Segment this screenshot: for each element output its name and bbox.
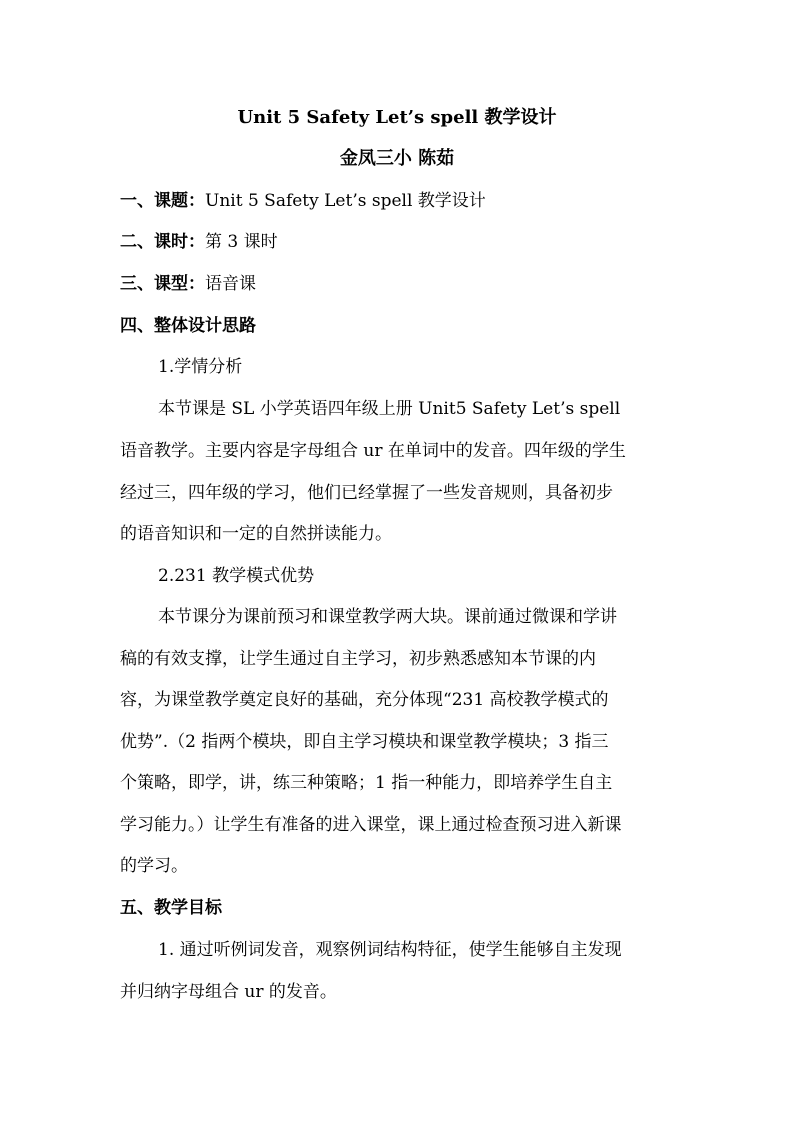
paragraph-line: 的学习。 bbox=[120, 856, 188, 876]
subheading-teaching-model: 2.231 教学模式优势 bbox=[158, 566, 315, 586]
section-type bbox=[120, 272, 256, 296]
section-type-label: 三、课型： bbox=[120, 274, 205, 294]
paragraph-line: 本节课是 SL 小学英语四年级上册 Unit5 Safety Let’s spell bbox=[158, 399, 621, 419]
section-period-label: 二、课时： bbox=[120, 232, 205, 252]
paragraph-line: 学习能力。）让学生有准备的进入课堂，课上通过检查预习进入新课 bbox=[120, 815, 622, 835]
paragraph-line: 稿的有效支撑，让学生通过自主学习，初步熟悉感知本节课的内 bbox=[120, 649, 596, 669]
section-goals-heading: 五、教学目标 bbox=[120, 898, 222, 918]
paragraph-line: 语音教学。主要内容是字母组合 ur 在单词中的发音。四年级的学生 bbox=[120, 441, 626, 461]
section-topic-value: Unit 5 Safety Let’s spell 教学设计 bbox=[205, 191, 486, 211]
paragraph-line: 个策略，即学，讲，练三种策略；1 指一种能力，即培养学生自主 bbox=[120, 773, 613, 793]
section-period bbox=[120, 230, 278, 254]
section-design-heading: 四、整体设计思路 bbox=[120, 316, 256, 336]
paragraph-line: 经过三，四年级的学习，他们已经掌握了一些发音规则，具备初步 bbox=[120, 483, 613, 503]
paragraph-line: 本节课分为课前预习和课堂教学两大块。课前通过微课和学讲 bbox=[158, 607, 617, 627]
paragraph-line: 优势”.（2 指两个模块，即自主学习模块和课堂教学模块；3 指三 bbox=[120, 732, 609, 752]
subheading-student-analysis: 1.学情分析 bbox=[158, 357, 243, 377]
paragraph-line: 容，为课堂教学奠定良好的基础，充分体现“231 高校教学模式的 bbox=[120, 690, 609, 710]
section-topic-label: 一、课题： bbox=[120, 191, 205, 211]
author-line: 金凤三小 陈茹 bbox=[339, 148, 455, 169]
goal-line: 1. 通过听例词发音，观察例词结构特征，使学生能够自主发现 bbox=[158, 940, 622, 960]
document-title: Unit 5 Safety Let’s spell 教学设计 bbox=[237, 107, 557, 128]
goal-line: 并归纳字母组合 ur 的发音。 bbox=[120, 982, 337, 1002]
section-type-value: 语音课 bbox=[205, 274, 256, 294]
paragraph-line: 的语音知识和一定的自然拼读能力。 bbox=[120, 524, 392, 544]
section-period-value: 第 3 课时 bbox=[205, 232, 278, 252]
section-topic bbox=[120, 189, 486, 213]
